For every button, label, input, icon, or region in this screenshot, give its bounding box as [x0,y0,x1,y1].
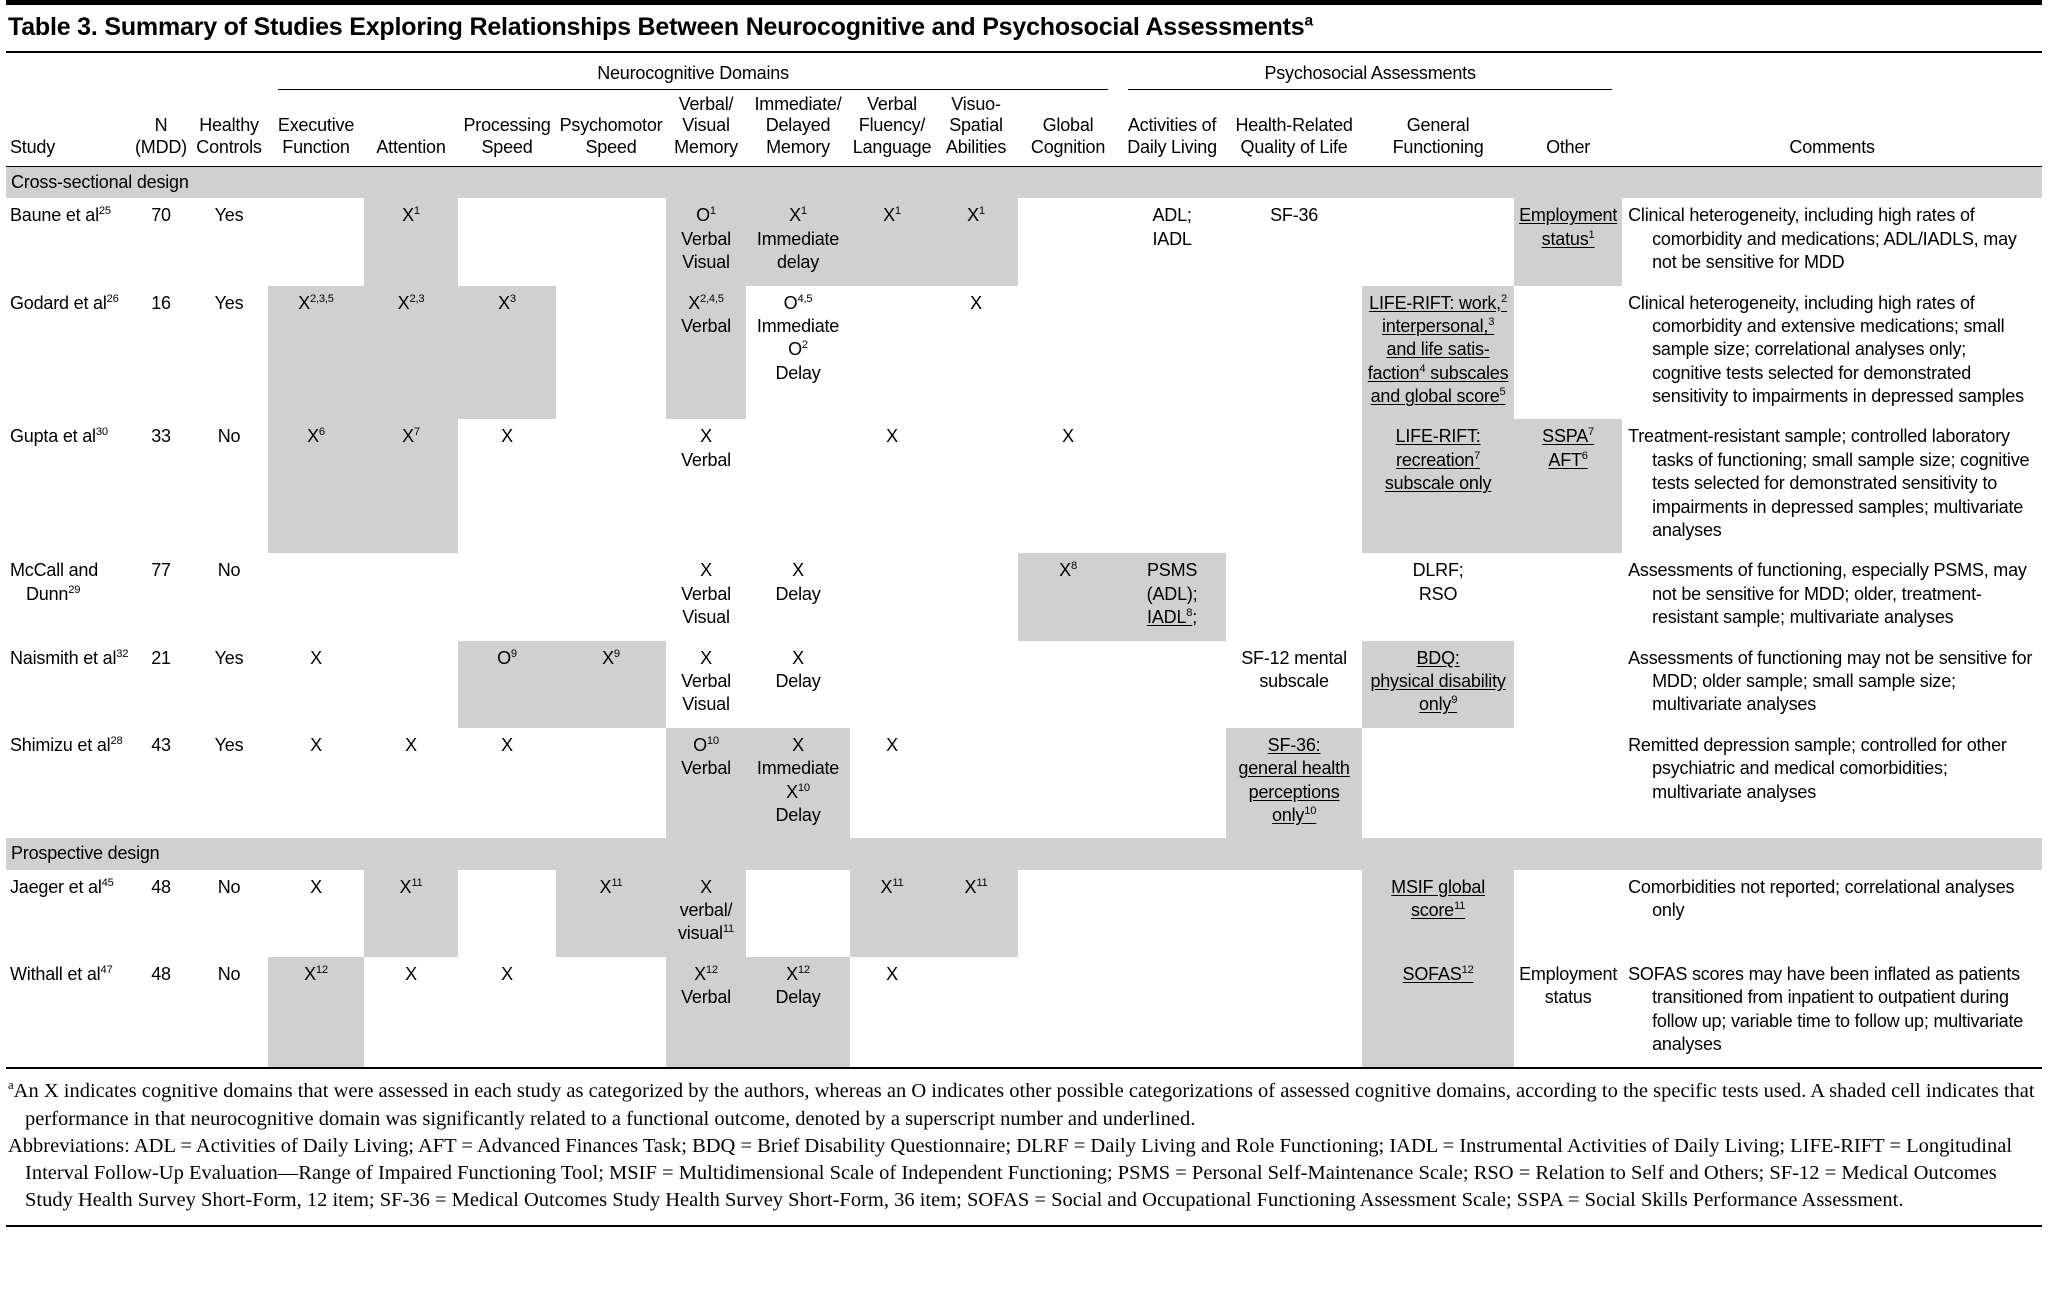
cell-other: Employment status [1519,963,1618,1008]
cell-study: Gupta et $al^{30}$ [10,426,108,447]
cell-general_functioning [1362,198,1514,285]
cell-processing_speed: X [501,734,513,755]
cell-activities_of_daily_living [1118,286,1226,420]
cell-visuo_spatial_abilities [934,641,1018,728]
footnote-abbreviations: Abbreviations: ADL = Activities of Daily Living; AFT = Advanced Finances Task; BDQ = Brief Disability Questionnaire; DLRF = Daily Living and Role Functioning; IADL = Instrumental Activities of Daily Living; LIFE-RIFT = Longitudinal Interval Follow-Up Evaluation—Range of Impaired Functioning Tool; MSIF = Multidimensional Scale of Independent Functioning; PSMS = Personal Self-Maintenance Scale; RSO = Relation to Self and Others; SF-12 = Medical Outcomes Study Health Survey Short-Form, 12 item; SF-36 = Medical Outcomes Study Health Survey Short-Form, 36 item; SOFAS = Social and Occupational Functioning Assessment Scale; SSPA = Social Skills Performance Assessment. [8,1134,2013,1212]
cell-comments: SOFAS scores may have been inflated as patients transitioned from inpatient to outpatient during follow up; variable time to follow up; multivariate analyses [1628,963,2024,1055]
cell-activities_of_daily_living: ADL; IADL [1152,205,1192,249]
cell-global_cognition [1018,870,1118,957]
cell-visuo_spatial_abilities: $X^1$ [934,198,1018,285]
cell-other [1514,728,1622,839]
cell-study: Naismith et $al^{32}$ [10,647,129,668]
col-header-verbal_fluency_language: Verbal Fluency/ Language [852,94,932,157]
col-header-healthy_controls: Healthy Controls [196,115,262,157]
cell-n_mdd: 48 [151,876,171,897]
cell-other: SSPA$^7$ AFT$^6$ [1514,419,1622,553]
col-header-executive_function: Executive Function [277,115,355,157]
cell-psychomotor_speed: $X^9$ [556,641,666,728]
cell-healthy_controls: No [217,876,241,897]
cell-study: Baune et $al^{25}$ [10,205,111,226]
cell-immediate_delayed_memory: O$^{4,5}$ Immediate $O^2$ Delay [756,292,840,383]
cell-general_functioning: BDQ: physical disability only$^9$ [1362,641,1514,728]
section-band-row [6,838,2042,869]
cell-healthy_controls: Yes [214,292,244,313]
cell-executive_function: $X^{12}$ [268,957,364,1069]
cell-psychomotor_speed [556,728,666,839]
cell-health_related_quality_of_life: SF-12 mental subscale [1241,647,1347,691]
table-row [6,870,2042,957]
col-header-verbal_visual_memory: Verbal/ Visual Memory [674,94,738,157]
cell-visuo_spatial_abilities [934,419,1018,553]
cell-healthy_controls: No [217,426,241,447]
cell-global_cognition [1018,728,1118,839]
cell-comments: Treatment-resistant sample; controlled laboratory tasks of functioning; small sample size; cognitive tests selected for demonstrated sensitivity to impairments in depressed samples; multivariate analyses [1628,426,2030,541]
cell-other [1514,641,1622,728]
cell-verbal_visual_memory: X$^{2,4,5}$ Verbal [666,286,746,420]
summary-table [6,53,2042,1069]
cell-immediate_delayed_memory: $X^{12}$ Delay [746,957,850,1069]
cell-n_mdd: 16 [151,292,171,313]
cell-comments: Clinical heterogeneity, including high rates of comorbidity and medications; ADL/IADLS, may not be sensitive for MDD [1628,205,2017,273]
cell-health_related_quality_of_life [1226,286,1362,420]
cell-global_cognition [1018,641,1118,728]
table-row [6,419,2042,553]
cell-verbal_fluency_language: X [886,734,898,755]
table-title-bar [6,0,2042,53]
cell-healthy_controls: Yes [214,734,244,755]
cell-study: Shimizu et $al^{28}$ [10,734,123,755]
col-header-psychomotor_speed: Psychomotor Speed [559,115,663,157]
cell-immediate_delayed_memory: X Immediate $X^{10}$ Delay [746,728,850,839]
cell-executive_function: $X^6$ [268,419,364,553]
table-row [6,198,2042,285]
cell-general_functioning: SOFAS$^{12}$ [1362,957,1514,1069]
cell-executive_function [268,553,364,640]
section-label: Prospective design [6,838,2042,869]
cell-general_functioning: DLRF; RSO [1412,560,1464,604]
cell-attention: X$^{2,3}$ [364,286,458,420]
table-row [6,553,2042,640]
cell-psychomotor_speed [556,198,666,285]
col-header-general_functioning: General Functioning [1392,115,1484,157]
cell-health_related_quality_of_life [1226,957,1362,1069]
spanner-row [6,53,2042,90]
cell-immediate_delayed_memory: X Delay [775,560,821,604]
col-header-attention: Attention [376,136,446,157]
cell-healthy_controls: Yes [214,205,244,226]
cell-verbal_fluency_language: X [886,426,898,447]
cell-psychomotor_speed [556,957,666,1069]
cell-visuo_spatial_abilities [934,957,1018,1069]
footnotes [6,1069,2042,1226]
cell-attention [364,641,458,728]
cell-visuo_spatial_abilities [934,728,1018,839]
cell-attention: X [405,963,417,984]
cell-immediate_delayed_memory [746,419,850,553]
cell-general_functioning [1362,728,1514,839]
cell-psychomotor_speed: $X^{11}$ [556,870,666,957]
cell-global_cognition: $X^8$ [1018,553,1118,640]
table-row [6,286,2042,420]
cell-study: Withall et $al^{47}$ [10,963,113,984]
group-header: Psychosocial Assessments [1118,53,1622,90]
table-row [6,728,2042,839]
cell-processing_speed: X [501,963,513,984]
col-header-comments: Comments [1789,136,1875,157]
cell-comments: Comorbidities not reported; correlational analyses only [1628,876,2015,921]
cell-immediate_delayed_memory [746,870,850,957]
cell-executive_function: X [310,876,322,897]
cell-attention: $X^7$ [364,419,458,553]
cell-immediate_delayed_memory: $X^1$ Immediate delay [746,198,850,285]
spanner-spacer [6,53,268,90]
col-header-health_related_quality_of_life: Health-Related Quality of Life [1235,115,1353,157]
cell-verbal_visual_memory: X verbal/ visual$^{11}$ [666,870,746,957]
cell-psychomotor_speed [556,419,666,553]
cell-verbal_fluency_language [850,286,934,420]
cell-activities_of_daily_living [1118,419,1226,553]
cell-verbal_fluency_language: $X^{11}$ [850,870,934,957]
cell-comments: Remitted depression sample; controlled for other psychiatric and medical comorbidities; multivariate analyses [1628,734,2007,802]
cell-verbal_visual_memory: $O^{10}$ Verbal [666,728,746,839]
cell-verbal_fluency_language [850,641,934,728]
cell-general_functioning: LIFE-RIFT: recreation$^7$ subscale only [1362,419,1514,553]
cell-global_cognition [1018,286,1118,420]
cell-global_cognition [1018,957,1118,1069]
cell-health_related_quality_of_life [1226,870,1362,957]
cell-n_mdd: 43 [151,734,171,755]
cell-activities_of_daily_living [1118,870,1226,957]
cell-activities_of_daily_living: PSMS (ADL); IADL$^8$; [1118,553,1226,640]
cell-healthy_controls: No [217,560,241,581]
col-header-activities_of_daily_living: Activities of Daily Living [1127,115,1217,157]
cell-attention: $X^{11}$ [364,870,458,957]
table-header [6,53,2042,166]
cell-visuo_spatial_abilities: X [970,292,982,313]
cell-visuo_spatial_abilities: $X^{11}$ [934,870,1018,957]
cell-other [1514,553,1622,640]
cell-comments: Clinical heterogeneity, including high rates of comorbidity and extensive medications; small sample size; correlational analyses only; cognitive tests selected for demonstrated sensitivity to impairments in depressed samples [1628,292,2024,407]
cell-verbal_visual_memory: $O^1$ Verbal Visual [666,198,746,285]
cell-health_related_quality_of_life: SF-36: general health perceptions only$^{10}$ [1226,728,1362,839]
cell-verbal_visual_memory: X Verbal Visual [681,560,731,628]
cell-processing_speed [458,553,556,640]
col-header-n_mdd: N (MDD) [135,115,187,157]
cell-processing_speed: $X^3$ [458,286,556,420]
col-header-immediate_delayed_memory: Immediate/ Delayed Memory [754,94,842,157]
cell-executive_function: X [310,734,322,755]
cell-verbal_fluency_language: $X^1$ [850,198,934,285]
cell-executive_function: X [310,647,322,668]
cell-activities_of_daily_living [1118,957,1226,1069]
cell-health_related_quality_of_life: SF-36 [1270,205,1319,226]
cell-general_functioning: MSIF global score$^{11}$ [1362,870,1514,957]
cell-verbal_visual_memory: X Verbal Visual [681,647,731,715]
cell-verbal_visual_memory: X Verbal [681,426,731,470]
cell-other: Employment status$^1$ [1514,198,1622,285]
cell-healthy_controls: No [217,963,241,984]
cell-verbal_visual_memory: $X^{12}$ Verbal [666,957,746,1069]
col-header-visuo_spatial_abilities: Visuo- Spatial Abilities [945,94,1007,157]
table-row [6,641,2042,728]
col-header-other: Other [1546,136,1591,157]
cell-study: Godard et $al^{26}$ [10,292,119,313]
cell-n_mdd: 77 [151,560,171,581]
cell-study: McCall and Dunn$^{29}$ [10,560,99,604]
cell-psychomotor_speed [556,553,666,640]
cell-study: Jaeger et $al^{45}$ [10,876,114,897]
cell-verbal_fluency_language: X [886,963,898,984]
section-band-row [6,166,2042,198]
group-header: Neurocognitive Domains [268,53,1118,90]
cell-comments: Assessments of functioning, especially PSMS, may not be sensitive for MDD; older, treatment-resistant sample; multivariate analyses [1628,560,2027,628]
cell-attention: $X^1$ [364,198,458,285]
cell-processing_speed [458,198,556,285]
cell-comments: Assessments of functioning may not be sensitive for MDD; older sample; small sample size; multivariate analyses [1628,647,2033,715]
cell-visuo_spatial_abilities [934,553,1018,640]
cell-attention: X [405,734,417,755]
cell-activities_of_daily_living [1118,641,1226,728]
cell-psychomotor_speed [556,286,666,420]
cell-executive_function: X$^{2,3,5}$ [268,286,364,420]
cell-healthy_controls: Yes [214,647,244,668]
table-title: Table 3. Summary of Studies Exploring Relationships Between Neurocognitive and Psychosocial Assessments$^a$ [8,12,1313,41]
cell-processing_speed: $O^9$ [458,641,556,728]
cell-attention [364,553,458,640]
cell-global_cognition [1018,198,1118,285]
cell-immediate_delayed_memory: X Delay [775,647,821,691]
cell-n_mdd: 21 [151,647,171,668]
cell-other [1514,286,1622,420]
col-header-global_cognition: Global Cognition [1030,115,1106,157]
cell-processing_speed [458,870,556,957]
footnote-a: $^a$An X indicates cognitive domains that were assessed in each study as categorized by the authors, whereas an O indicates other possible categorizations of assessed cognitive domains, according to the specific tests used. A shaded cell indicates that performance in that neurocognitive domain was significantly related to a functional outcome, denoted by a superscript number and underlined. [8,1078,2035,1130]
cell-n_mdd: 70 [151,205,171,226]
cell-n_mdd: 33 [151,426,171,447]
section-label: Cross-sectional design [6,166,2042,198]
table-body [6,166,2042,1068]
cell-processing_speed: X [501,426,513,447]
cell-general_functioning: LIFE-RIFT: work,$^2$ interpersonal,$^3$ and life satis- faction$^4$ subscales and global score$^5$ [1362,286,1514,420]
col-header-study: Study [10,136,56,157]
cell-verbal_fluency_language [850,553,934,640]
cell-activities_of_daily_living [1118,728,1226,839]
cell-n_mdd: 48 [151,963,171,984]
spanner-spacer [1622,53,2042,90]
cell-other [1514,870,1622,957]
cell-health_related_quality_of_life [1226,553,1362,640]
col-header-processing_speed: Processing Speed [463,115,551,157]
table-row [6,957,2042,1069]
cell-executive_function [268,198,364,285]
cell-global_cognition: X [1062,426,1074,447]
column-header-row [6,90,2042,166]
cell-health_related_quality_of_life [1226,419,1362,553]
